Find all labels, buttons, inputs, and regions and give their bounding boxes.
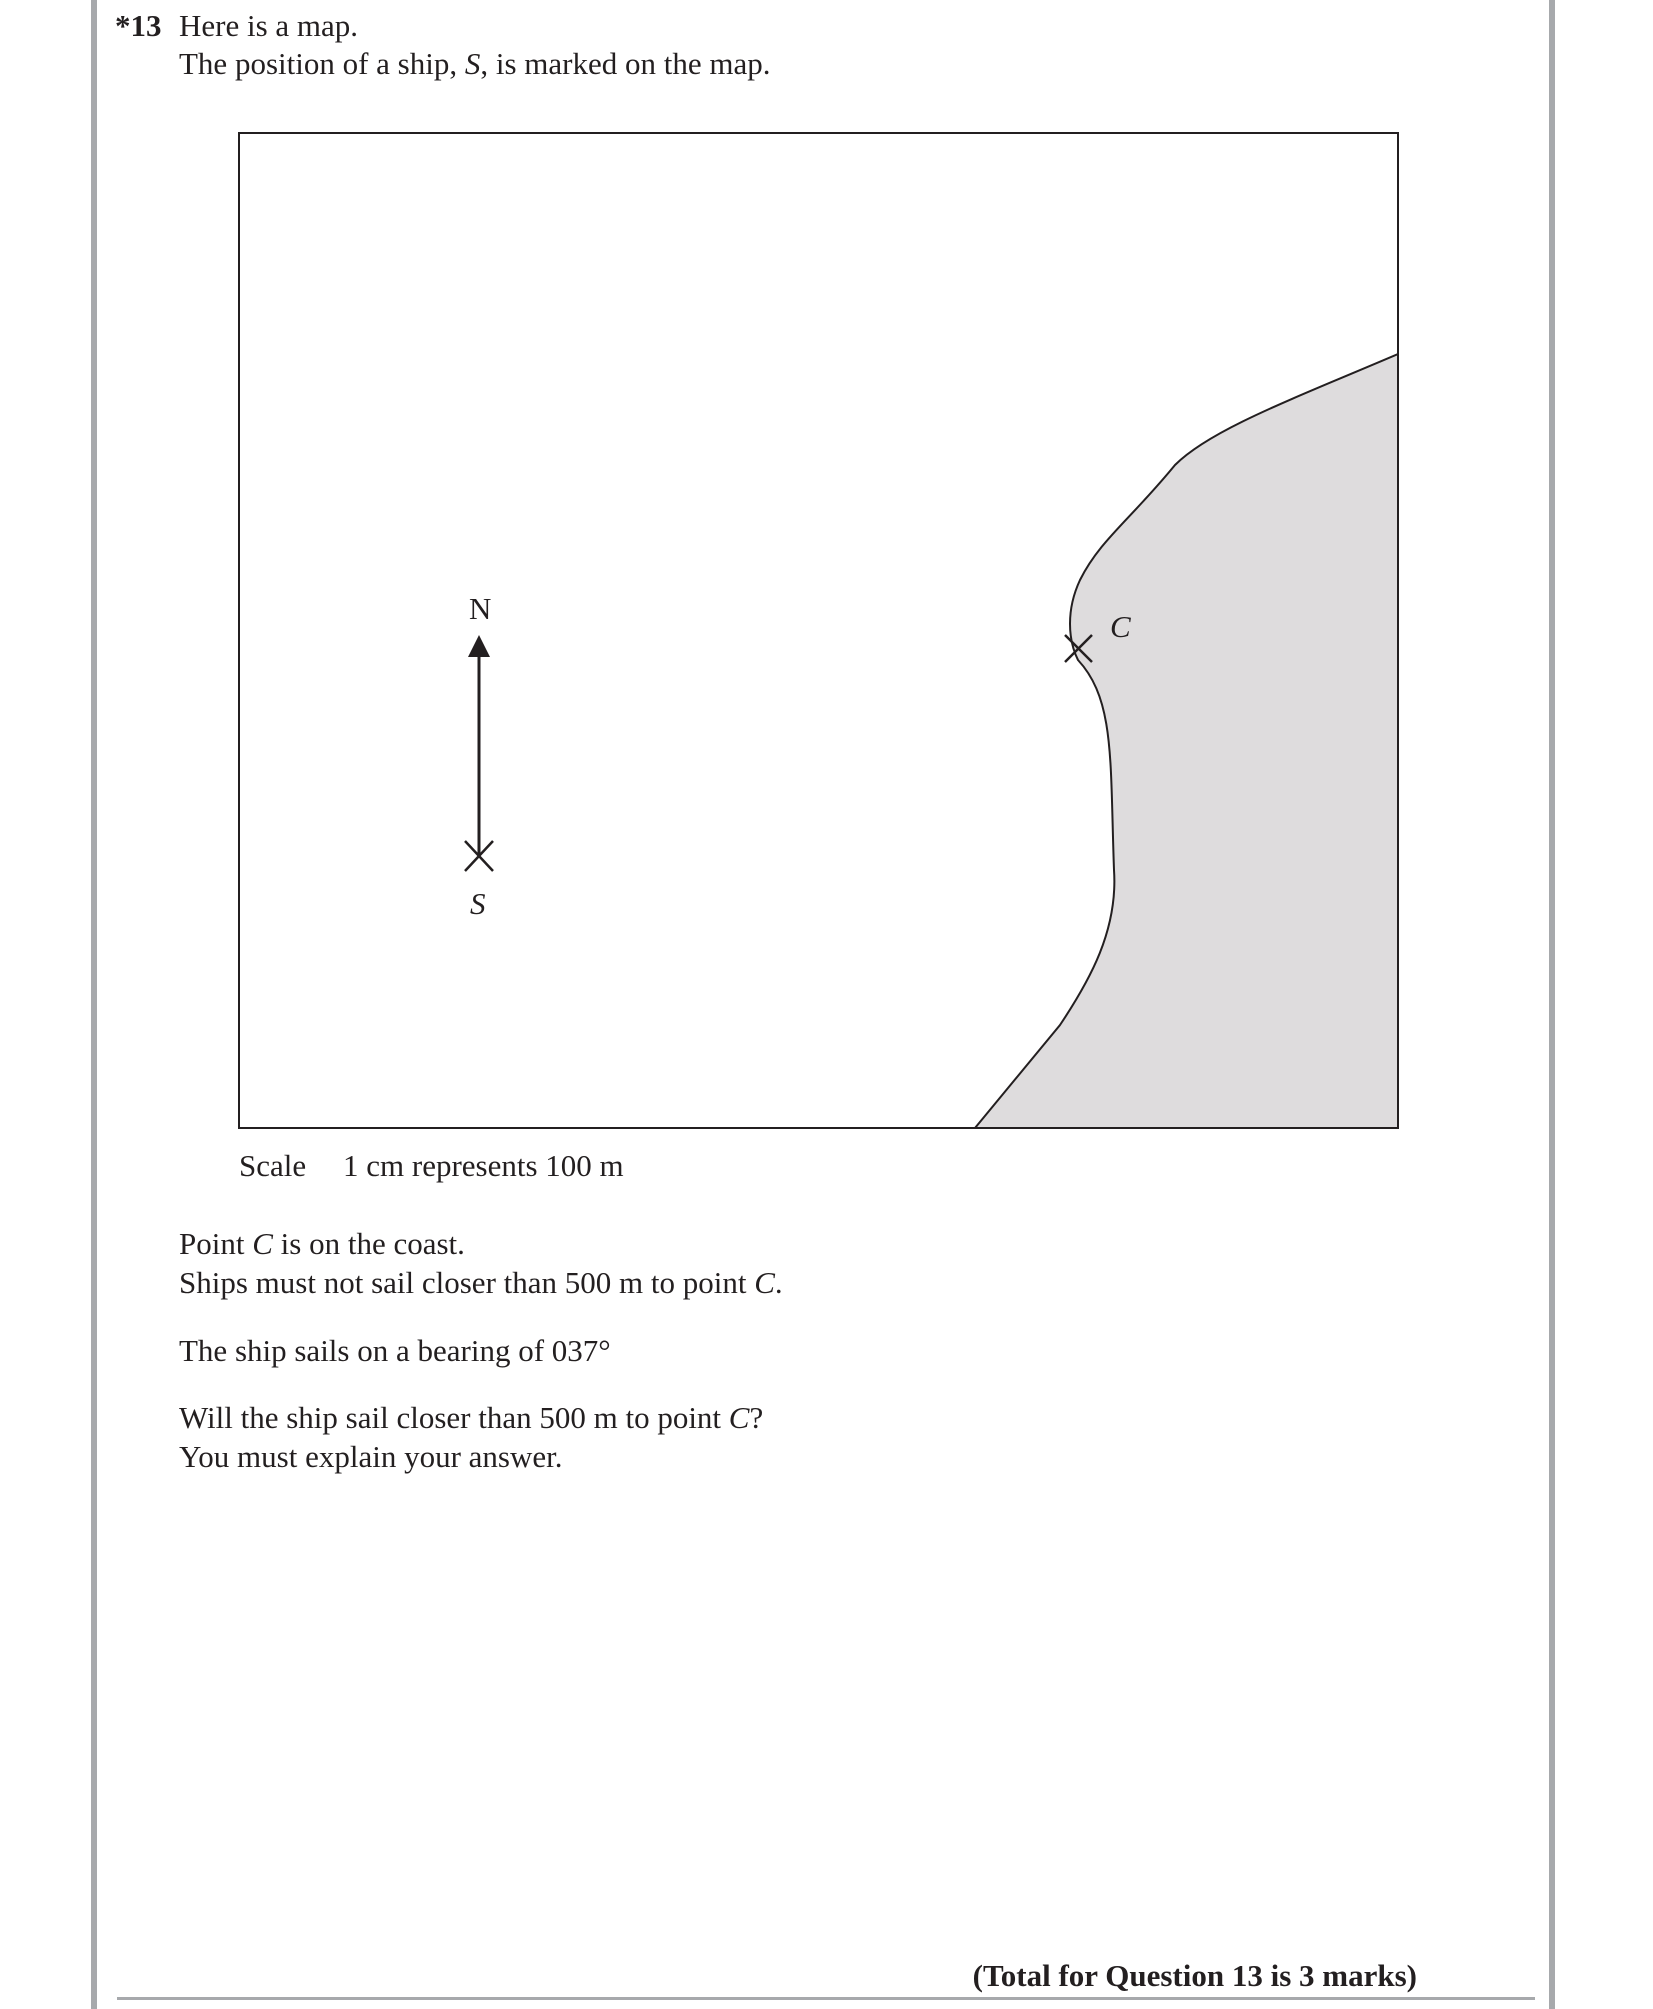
north-label: N	[469, 591, 492, 626]
text-segment: ?	[749, 1400, 764, 1435]
point-c-inline: C	[754, 1265, 775, 1300]
ship-symbol-inline: S	[464, 46, 481, 81]
text-segment: Point	[179, 1226, 253, 1261]
answer-area[interactable]	[179, 1500, 1519, 1940]
text-segment: .	[774, 1265, 783, 1300]
point-c-coast-line	[179, 1225, 465, 1263]
text-segment: The position of a ship,	[179, 46, 465, 81]
scale-text: 1 cm represents 100 m	[343, 1148, 624, 1183]
coast-land	[975, 354, 1398, 1128]
question-number: *13	[115, 8, 162, 43]
north-arrow-head	[468, 635, 490, 657]
point-c-label: C	[1110, 609, 1131, 644]
question-intro: Here is a map.	[179, 8, 359, 43]
text-segment: Ships must not sail closer than 500 m to point	[179, 1265, 755, 1300]
text-segment: , is marked on the map.	[480, 46, 771, 81]
question-prompt-line	[179, 1399, 763, 1437]
distance-rule-line	[179, 1264, 783, 1302]
text-segment: Will the ship sail closer than 500 m to point	[179, 1400, 729, 1435]
point-c-inline: C	[252, 1226, 273, 1261]
bottom-rule	[117, 1997, 1535, 2000]
total-marks: (Total for Question 13 is 3 marks)	[972, 1958, 1417, 1993]
scale-word: Scale	[239, 1148, 307, 1183]
bearing-line: The ship sails on a bearing of 037°	[179, 1333, 611, 1368]
explain-instruction-line: You must explain your answer.	[179, 1439, 563, 1474]
text-segment: is on the coast.	[272, 1226, 465, 1261]
ship-label: S	[470, 886, 486, 921]
point-c-inline: C	[728, 1400, 750, 1435]
